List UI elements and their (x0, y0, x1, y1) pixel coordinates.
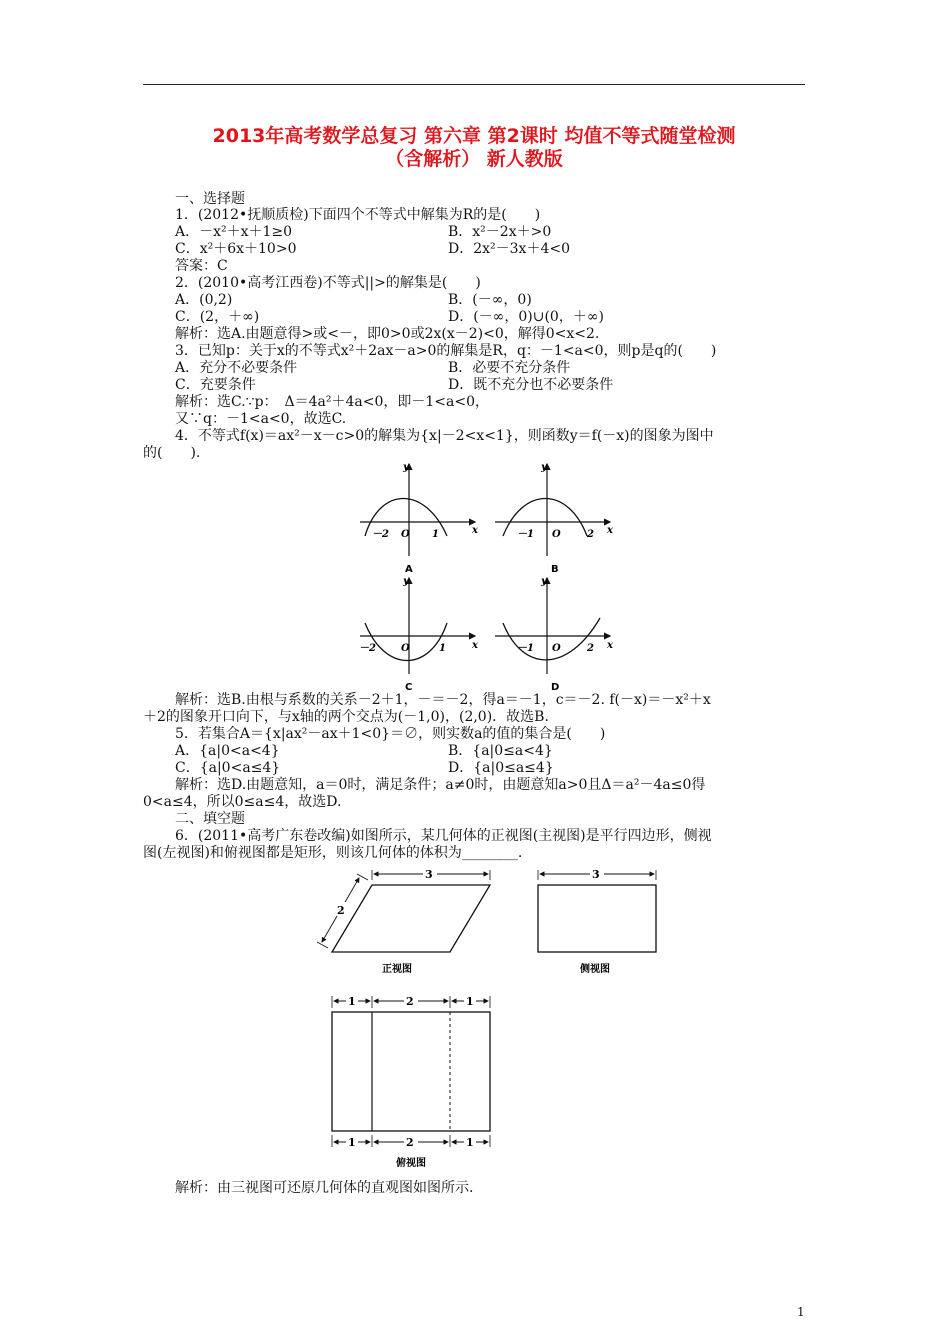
dimension-label: 1 (466, 1136, 474, 1149)
dimension-label: 3 (425, 868, 433, 881)
tick-label: 2 (587, 529, 594, 540)
rectangle (538, 885, 656, 952)
solution-3: 解析：选C.∵p： Δ＝4a²＋4a<0，即－1<a<0， (175, 394, 490, 410)
option-5b: B．{a|0≤a<4} (448, 743, 553, 759)
dimension-label: 2 (337, 904, 345, 917)
dimension-label: 2 (406, 995, 414, 1008)
question-5: 5．若集合A＝{x|ax²－ax＋1<0}＝∅，则实数a的值的集合是( ) (175, 726, 606, 742)
tick-label: －1 (517, 529, 534, 540)
option-5d: D．{a|0≤a≤4} (448, 760, 554, 776)
document-subtitle: （含解析） 新人教版 (385, 148, 563, 170)
y-label: y (403, 462, 409, 473)
y-label: y (541, 576, 547, 587)
option-2c: C．(2，＋∞) (175, 309, 260, 325)
option-2a: A．(0,2) (175, 292, 233, 308)
curve (503, 499, 587, 537)
question-6-cont: 图(左视图)和俯视图都是矩形，则该几何体的体积为________. (143, 845, 523, 861)
solution-4: 解析：选B.由根与系数的关系－2＋1，－＝－2，得a＝－1，c＝－2. f(－x)＝－x²＋x (175, 692, 711, 708)
front-view (317, 867, 490, 975)
solution-6: 解析：由三视图可还原几何体的直观图如图所示. (175, 1180, 474, 1196)
section-heading-fill: 二、填空题 (175, 811, 245, 827)
header-rule (143, 84, 805, 85)
x-label: x (607, 640, 613, 651)
x-label: x (472, 640, 478, 651)
top-view (332, 994, 490, 1169)
view-caption: 俯视图 (396, 1158, 426, 1169)
page-number: 1 (797, 1305, 805, 1319)
solution-3-cont: 又∵q：－1<a<0，故选C. (175, 411, 347, 427)
option-row (143, 743, 841, 759)
y-label: y (541, 462, 547, 473)
x-label: x (607, 525, 613, 536)
tick-label: 1 (439, 643, 446, 654)
option-row (143, 241, 841, 257)
tick-label: －1 (517, 643, 534, 654)
curve (365, 623, 447, 661)
dimension-label: 1 (466, 995, 474, 1008)
tick-label: 1 (432, 529, 439, 540)
option-row (143, 292, 841, 308)
option-5a: A．{a|0<a<4} (175, 743, 280, 759)
solution-5: 解析：选D.由题意知，a＝0时，满足条件；a≠0时，由题意知a>0且Δ＝a²－4a≤0得 (175, 777, 706, 793)
answer-1: 答案：C (175, 258, 228, 274)
question-6: 6．(2011•高考广东卷改编)如图所示，某几何体的正视图(主视图)是平行四边形，侧视 (175, 828, 712, 844)
dimension-label: 1 (348, 1136, 356, 1149)
section-heading-choice: 一、选择题 (175, 191, 245, 207)
parallelogram (332, 885, 490, 952)
question-1: 1．(2012•抚顺质检)下面四个不等式中解集为R的是( ) (175, 207, 541, 223)
option-3c: C．充要条件 (175, 377, 256, 393)
graph-caption: C (405, 682, 413, 693)
origin-label: O (552, 529, 561, 540)
option-row (143, 224, 841, 240)
function-graphs-figure (355, 458, 630, 698)
origin-label: O (552, 643, 561, 654)
option-3d: D．既不充分也不必要条件 (448, 377, 614, 393)
solution-5-cont: 0<a≤4，所以0≤a≤4，故选D. (143, 794, 342, 810)
question-4-cont: 的( ). (143, 445, 201, 461)
question-3: 3．已知p：关于x的不等式x²＋2ax－a>0的解集是R，q：－1<a<0，则p是q的( ) (175, 343, 717, 359)
document-title: 2013年高考数学总复习 第六章 第2课时 均值不等式随堂检测 (212, 125, 736, 147)
question-4: 4．不等式f(x)＝ax²－x－c>0的解集为{x|－2<x<1}，则函数y＝f(－x)的图象为图中 (175, 428, 714, 444)
option-1a: A．－x²＋x＋1≥0 (175, 224, 293, 240)
view-caption: 侧视图 (580, 964, 610, 975)
dimension-label: 3 (592, 868, 600, 881)
tick-label: 2 (587, 643, 594, 654)
tick-label: －2 (372, 529, 389, 540)
option-2d: D．(－∞，0)∪(0，＋∞) (448, 309, 604, 325)
option-1b: B．x²－2x＋>0 (448, 224, 552, 240)
graph-c (359, 576, 479, 693)
option-row (143, 377, 841, 393)
graph-a (360, 462, 479, 575)
rectangle (332, 1012, 490, 1131)
graph-b (495, 462, 614, 575)
graph-caption: A (405, 564, 413, 575)
three-views-figure (310, 862, 670, 1177)
option-row (143, 360, 841, 376)
option-1c: C．x²＋6x＋10>0 (175, 241, 297, 257)
dimension-label: 2 (406, 1136, 414, 1149)
graph-caption: B (551, 564, 559, 575)
graph-caption: D (551, 682, 560, 693)
option-row (143, 760, 841, 776)
x-label: x (472, 525, 478, 536)
option-3a: A．充分不必要条件 (175, 360, 298, 376)
solution-4-cont: ＋2的图象开口向下，与x轴的两个交点为(－1,0)，(2,0)．故选B. (143, 709, 549, 725)
y-label: y (403, 576, 409, 587)
option-3b: B．必要不充分条件 (448, 360, 571, 376)
view-caption: 正视图 (382, 964, 412, 975)
graph-d (495, 576, 614, 693)
solution-2: 解析：选A.由题意得>或<－，即0>0或2x(x－2)<0，解得0<x<2. (175, 326, 600, 342)
origin-label: O (401, 643, 410, 654)
question-2: 2．(2010•高考江西卷)不等式||>的解集是( ) (175, 275, 481, 291)
option-5c: C．{a|0<a≤4} (175, 760, 281, 776)
side-view (538, 867, 656, 975)
option-1d: D．2x²－3x＋4<0 (448, 241, 570, 257)
tick-label: －2 (359, 643, 376, 654)
option-2b: B．(－∞，0) (448, 292, 532, 308)
dimension-label: 1 (348, 995, 356, 1008)
option-row (143, 309, 841, 325)
origin-label: O (401, 529, 410, 540)
